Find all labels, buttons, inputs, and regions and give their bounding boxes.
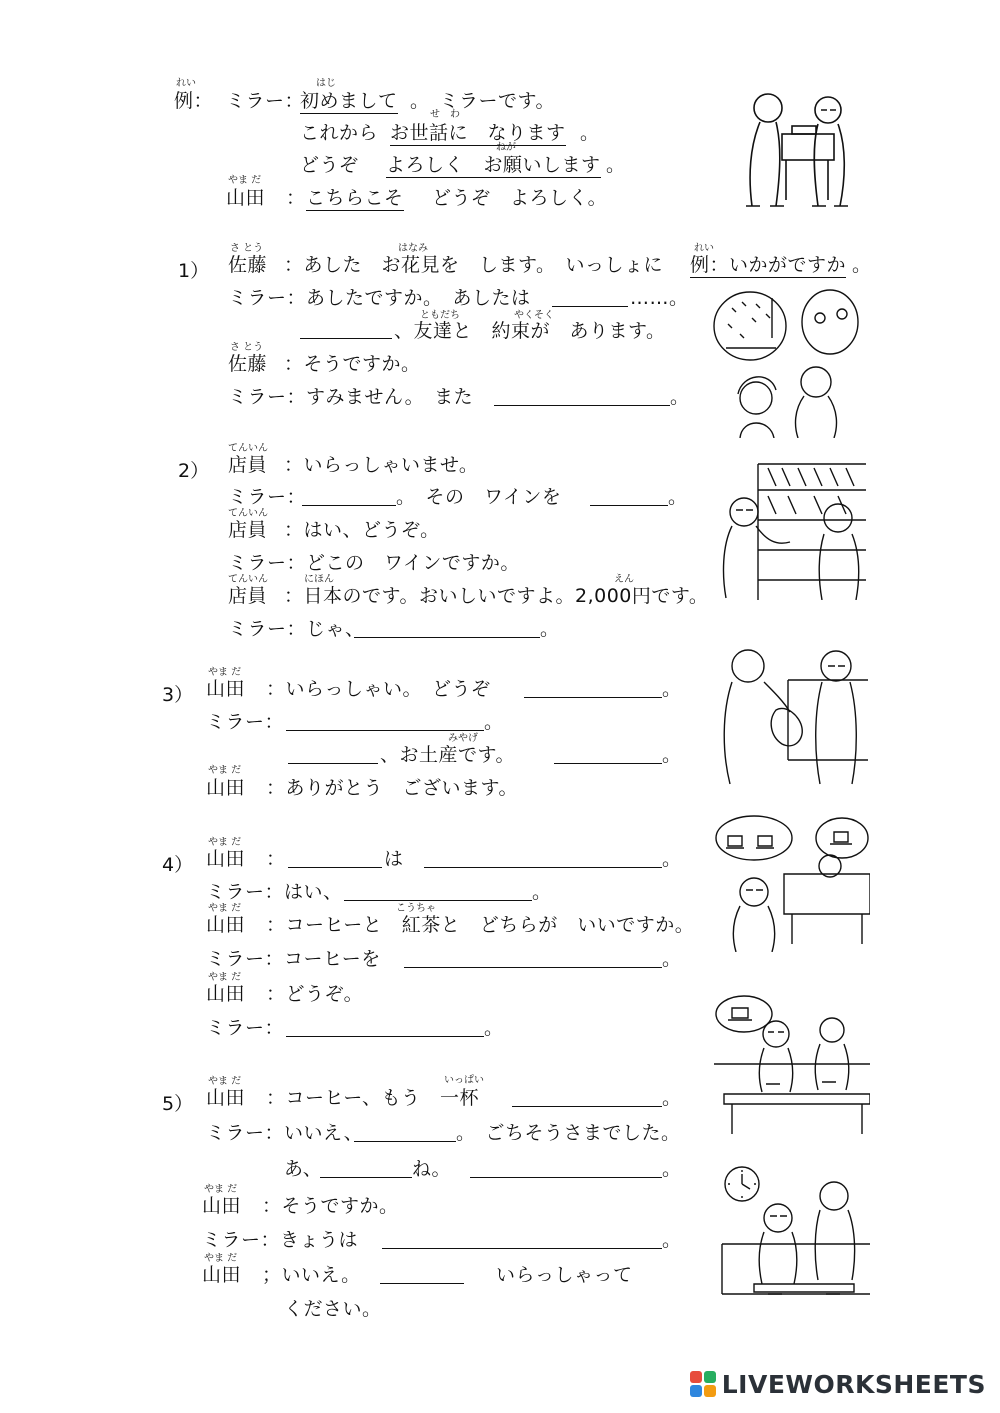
- brand-name: LIVEWORKSHEETS: [721, 1369, 986, 1399]
- answer-blank[interactable]: [380, 1283, 464, 1284]
- dialogue-line: 。 その ワインを: [396, 486, 562, 508]
- dialogue-line: ：: [266, 848, 286, 870]
- speaker-sato: 佐藤: [228, 254, 268, 276]
- answer-blank[interactable]: [354, 1141, 456, 1142]
- dialogue-line: ：コーヒーと 紅茶と どちらが いいですか。: [266, 914, 695, 936]
- dialogue-line: 。 ミラーです。: [410, 90, 555, 112]
- dialogue-line: 。: [484, 711, 504, 733]
- dialogue-line: 。: [580, 122, 600, 144]
- dialogue-line: ：あした お花見を します。 いっしょに: [284, 254, 663, 276]
- dialogue-line: あ、: [284, 1158, 323, 1180]
- dialogue-line: ：そうですか。: [262, 1195, 399, 1217]
- dialogue-line: どうぞ よろしく。: [432, 187, 608, 209]
- dialogue-line: ：ありがとう ございます。: [266, 777, 518, 799]
- ruby: はじ: [316, 78, 336, 89]
- answer-blank[interactable]: [320, 1177, 412, 1178]
- example-answer: よろしく お願いします: [386, 154, 601, 176]
- answer-blank[interactable]: [288, 867, 382, 868]
- logo-square: [690, 1371, 702, 1383]
- dialogue-line: ミラー：: [206, 1017, 285, 1039]
- speaker-yamada: 山田: [206, 1087, 246, 1109]
- ruby: やま だ: [228, 175, 262, 186]
- speaker-yamada: 山田: [206, 678, 246, 700]
- wine-shop-illustration: [718, 460, 866, 600]
- answer-blank[interactable]: [552, 306, 628, 307]
- ruby: いっぱい: [444, 1075, 484, 1086]
- dialogue-line: ：どうぞ。: [266, 983, 364, 1005]
- speaker-yamada: 山田: [206, 983, 246, 1005]
- logo-square: [704, 1385, 716, 1397]
- example-answer: 初めまして: [300, 90, 398, 112]
- answer-blank[interactable]: [286, 730, 484, 731]
- dialogue-line: 、友達と 約束が あります。: [394, 320, 666, 342]
- dialogue-line: どうぞ: [300, 154, 359, 176]
- speaker-yamada: 山田: [202, 1195, 242, 1217]
- answer-blank[interactable]: [512, 1106, 662, 1107]
- hint-example: 例：いかがですか: [690, 254, 847, 276]
- liveworksheets-brand: [690, 1369, 986, 1399]
- ruby: にほん: [304, 574, 334, 585]
- dialogue-line: ；いいえ。: [262, 1264, 361, 1286]
- ruby: やま だ: [208, 972, 242, 983]
- answer-blank[interactable]: [590, 505, 668, 506]
- dialogue-line: 。: [484, 1017, 504, 1039]
- answer-blank[interactable]: [300, 338, 392, 339]
- question-number: 2）: [178, 460, 210, 482]
- dialogue-line: ：日本のです。おいしいですよ。2,000円です。: [284, 585, 709, 607]
- speaker-yamada: 山田: [202, 1264, 242, 1286]
- answer-blank[interactable]: [554, 763, 662, 764]
- ruby: てんいん: [228, 443, 268, 454]
- answer-blank[interactable]: [344, 900, 532, 901]
- example-answer: お世話に なります: [390, 122, 566, 144]
- clock-visit-illustration: [714, 1164, 870, 1314]
- question-number: 1）: [178, 260, 210, 282]
- answer-blank[interactable]: [354, 637, 540, 638]
- gift-illustration: [718, 640, 868, 786]
- dialogue-line: ミラー：いいえ、: [206, 1122, 364, 1144]
- dialogue-line: 。: [662, 948, 682, 970]
- example-answer: こちらこそ: [306, 187, 404, 209]
- ruby: やま だ: [204, 1253, 238, 1264]
- speaker-yamada: 山田: [206, 848, 246, 870]
- ruby: こうちゃ: [396, 903, 436, 914]
- ruby: えん: [614, 574, 634, 585]
- ruby: やくそく: [514, 310, 554, 321]
- ruby: れい: [694, 243, 714, 254]
- dialogue-line: 。: [662, 1087, 682, 1109]
- dialogue-line: ：コーヒー、もう 一杯: [266, 1087, 479, 1109]
- answer-blank[interactable]: [524, 697, 662, 698]
- dialogue-line: ミラー：じゃ、: [228, 618, 365, 640]
- ruby: てんいん: [228, 574, 268, 585]
- speaker-sato: 佐藤: [228, 353, 268, 375]
- dialogue-line: ミラー：きょうは: [202, 1229, 359, 1251]
- question-number: 3）: [162, 684, 194, 706]
- answer-blank[interactable]: [404, 967, 662, 968]
- speaker-yamada: 山田: [206, 914, 246, 936]
- dialogue-line: ：はい、どうぞ。: [284, 519, 440, 541]
- answer-blank[interactable]: [470, 1177, 662, 1178]
- dialogue-line: 。: [662, 678, 682, 700]
- dialogue-line: ：いらっしゃい。 どうぞ: [266, 678, 491, 700]
- dialogue-line: ミラー：: [206, 711, 285, 733]
- dialogue-line: ね。: [412, 1158, 452, 1180]
- ruby: やま だ: [208, 1076, 242, 1087]
- dialogue-line: は: [384, 848, 404, 870]
- dialogue-line: ……。: [630, 287, 689, 309]
- dialogue-line: 。: [662, 1229, 682, 1251]
- ruby: せ わ: [430, 109, 460, 120]
- answer-blank[interactable]: [286, 1036, 484, 1037]
- dialogue-line: 。: [606, 154, 626, 176]
- dialogue-line: 。: [662, 848, 682, 870]
- dialogue-line: 、お土産です。: [380, 744, 515, 766]
- question-number: 4）: [162, 854, 194, 876]
- answer-blank[interactable]: [494, 405, 670, 406]
- example-label: 例：: [174, 90, 214, 112]
- dialogue-line: ：: [286, 187, 306, 209]
- hanami-illustration: [712, 288, 864, 438]
- answer-blank[interactable]: [302, 505, 396, 506]
- dialogue-line: 。: [662, 744, 682, 766]
- ruby: やま だ: [208, 837, 242, 848]
- ruby: てんいん: [228, 508, 268, 519]
- answer-blank[interactable]: [424, 867, 662, 868]
- dialogue-line: ：いらっしゃいませ。: [284, 454, 479, 476]
- answer-blank[interactable]: [288, 763, 378, 764]
- dialogue-line: 。: [532, 881, 552, 903]
- dialogue-line: これから: [300, 122, 379, 144]
- ruby: やま だ: [208, 765, 242, 776]
- speaker-yamada: 山田: [206, 777, 246, 799]
- speaker-yamada: 山田: [226, 187, 266, 209]
- dialogue-line: ミラー：はい、: [206, 881, 343, 903]
- dialogue-line: いらっしゃって: [496, 1264, 633, 1286]
- offer-coffee-illustration: [714, 994, 870, 1138]
- dialogue-line: ミラー：すみません。 また: [228, 386, 474, 408]
- dialogue-line: ミラー：: [228, 486, 307, 508]
- speaker-tenin: 店員: [228, 454, 268, 476]
- ruby: ねが: [496, 142, 516, 153]
- speaker-tenin: 店員: [228, 585, 268, 607]
- coffee-tea-illustration: [714, 814, 870, 952]
- dialogue-line: 。: [662, 1158, 682, 1180]
- ruby: さ とう: [230, 243, 264, 254]
- liveworksheets-logo-icon: [690, 1371, 716, 1397]
- ruby: やま だ: [208, 667, 242, 678]
- ruby: はなみ: [398, 243, 428, 254]
- answer-blank[interactable]: [382, 1248, 662, 1249]
- logo-square: [704, 1371, 716, 1383]
- speaker-miller: ミラー：: [226, 90, 305, 112]
- speaker-tenin: 店員: [228, 519, 268, 541]
- dialogue-line: ：そうですか。: [284, 353, 421, 375]
- ruby: れい: [176, 78, 196, 89]
- ruby: やま だ: [208, 903, 242, 914]
- dialogue-line: 。: [668, 486, 688, 508]
- question-number: 5）: [162, 1093, 194, 1115]
- dialogue-line: ください。: [284, 1298, 382, 1320]
- logo-square: [690, 1385, 702, 1397]
- dialogue-line: 。: [670, 386, 690, 408]
- dialogue-line: 。: [852, 254, 872, 276]
- ruby: みやげ: [448, 733, 478, 744]
- dialogue-line: ミラー：あしたですか。 あしたは: [228, 287, 531, 309]
- dialogue-line: 。 ごちそうさまでした。: [456, 1122, 681, 1144]
- ruby: さ とう: [230, 342, 264, 353]
- dialogue-line: 。: [540, 618, 560, 640]
- ruby: ともだち: [420, 310, 460, 321]
- example-illustration: [722, 86, 872, 220]
- dialogue-line: ミラー：コーヒーを: [206, 948, 381, 970]
- ruby: やま だ: [204, 1184, 238, 1195]
- dialogue-line: ミラー：どこの ワインですか。: [228, 552, 520, 574]
